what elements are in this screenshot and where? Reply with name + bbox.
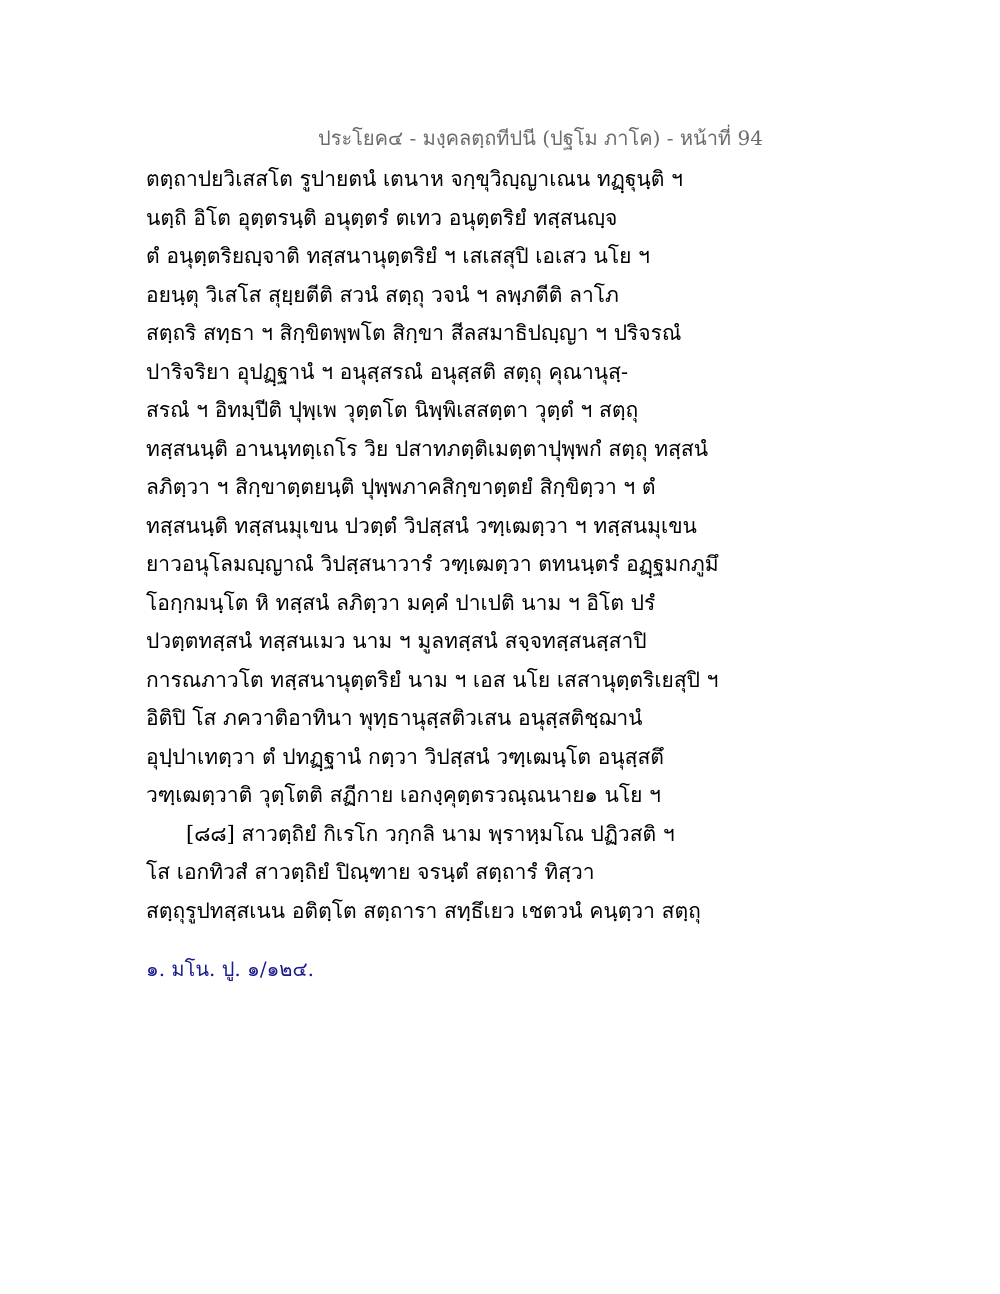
body-line: สตฺถุรูปทสฺสเนน อติตฺโต สตฺถารา สทฺธึเยว เชตวนํ คนฺตฺวา สตฺถุ [146, 898, 701, 923]
page-body [146, 160, 719, 930]
body-line: อิติปิ โส ภควาติอาทินา พุทฺธานุสฺสติวเสน อนุสฺสติชฺฌานํ [146, 706, 643, 730]
body-line: นตฺถิ อิโต อุตฺตรนฺติ อนุตฺตรํ ตเทว อนุตฺตริยํ ทสฺสนญฺจ [146, 205, 618, 230]
body-line: การณภาวโต ทสฺสนานุตฺตริยํ นาม ฯ เอส นโย เสสานุตฺตริเยสุปิ ฯ [146, 667, 719, 692]
body-line: ปวตฺตทสฺสนํ ทสฺสนเมว นาม ฯ มูลทสฺสนํ สจฺจทสฺสนสฺสาปิ [146, 629, 647, 653]
body-line: ลภิตฺวา ฯ สิกฺขาตฺตยนฺติ ปุพฺพภาคสิกฺขาตฺตยํ สิกฺขิตฺวา ฯ ตํ [146, 475, 656, 499]
body-line: ตตฺถาปยวิเสสโต รูปายตนํ เตนาห จกฺขุวิญฺญาเณน ทฏฺฐุนฺติ ฯ [146, 167, 683, 191]
body-line: อยนฺตุ วิเสโส สุยฺยตีติ สวนํ สตฺถุ วจนํ ฯ ลพฺภตีติ ลาโภ [146, 282, 619, 307]
body-line: ตํ อนุตฺตริยญฺจาติ ทสฺสนานุตฺตริยํ ฯ เสเสสุปิ เอเสว นโย ฯ [146, 244, 650, 268]
page-header: ประโยค๔ - มงฺคลตฺถทีปนี (ปฐโม ภาโค) - หน้าที่ 94 [318, 126, 763, 150]
body-line: ปาริจริยา อุปฏฺฐานํ ฯ อนุสฺสรณํ อนุสฺสติ สตฺถุ คุณานุสฺ- [146, 359, 629, 384]
body-line: สตฺถริ สทฺธา ฯ สิกฺขิตพฺพโต สิกฺขา สีลสมาธิปญฺญา ฯ ปริจรณํ [146, 321, 682, 345]
body-line: โอกฺกมนฺโต หิ ทสฺสนํ ลภิตฺวา มคฺคํ ปาเปติ นาม ฯ อิโต ปรํ [146, 590, 656, 615]
body-line: ทสฺสนนฺติ ทสฺสนมุเขน ปวตฺตํ วิปสฺสนํ วฑฺเฒตฺวา ฯ ทสฺสนมุเขน [146, 513, 697, 538]
body-line: ทสฺสนนฺติ อานนฺทตฺเถโร วิย ปสาทภตฺติเมตฺตาปุพฺพกํ สตฺถุ ทสฺสนํ [146, 436, 709, 461]
footnote: ๑. มโน. ปู. ๑/๑๒๔. [146, 957, 314, 981]
body-line: วฑฺเฒตฺวาติ วุตฺโตติ สฏีกาย เอกงฺคุตฺตรวณฺณนาย๑ นโย ฯ [146, 783, 661, 807]
body-line: สรณํ ฯ อิทมฺปีติ ปุพฺเพ วุตฺตโต นิพฺพิเสสตฺตา วุตฺตํ ฯ สตฺถุ [146, 398, 639, 422]
body-line: ยาวอนุโลมญฺญาณํ วิปสฺสนาวารํ วฑฺเฒตฺวา ตทนนฺตรํ อฏฺฐมกภูมึ [146, 552, 719, 576]
paragraph-start-line: [๘๘] สาวตฺถิยํ กิเรโก วกฺกลิ นาม พฺราหฺมโณ ปฏิวสติ ฯ [186, 821, 675, 846]
body-line: โส เอกทิวสํ สาวตฺถิยํ ปิณฺฑาย จรนฺตํ สตฺถารํ ทิสฺวา [146, 860, 595, 884]
body-line: อุปฺปาเทตฺวา ตํ ปทฏฺฐานํ กตฺวา วิปสฺสนํ วฑฺเฒนฺโต อนุสฺสตึ [146, 744, 664, 769]
